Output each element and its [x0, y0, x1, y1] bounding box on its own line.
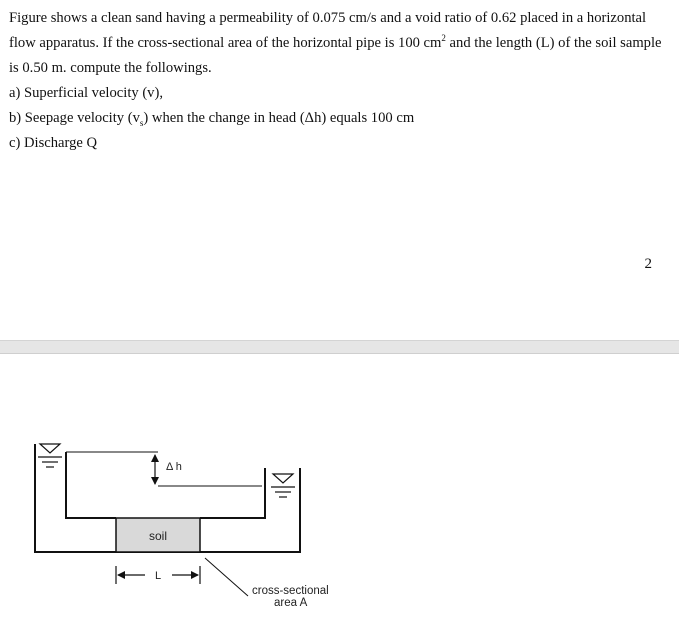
area-label-line1: cross-sectional [252, 585, 329, 597]
right-water-level-icon [271, 474, 295, 497]
area-label-line2: area A [274, 597, 308, 609]
page-separator [0, 340, 679, 354]
area-pointer-line [205, 558, 248, 596]
page-number: 2 [644, 256, 652, 272]
superscript: 2 [441, 33, 446, 44]
document-page-bottom [0, 354, 679, 642]
soil-label: soil [148, 529, 168, 543]
problem-statement: Figure shows a clean sand having a permeability of 0.075 cm/s and a void ratio of 0.62 placed in a horizontal flow apparatus. If the cross-sectional area of the horizontal pipe is 100 $cm^2$ and the length (L) of the soil sample is 0.50 m. compute the followings. [9, 10, 662, 76]
problem-text [9, 6, 664, 156]
flow-apparatus-figure [0, 354, 679, 642]
part-c: c) Discharge Q [9, 135, 98, 151]
left-water-level-icon [38, 444, 62, 467]
part-a: a) Superficial velocity (v), [9, 85, 163, 101]
length-label: L [154, 570, 162, 582]
subscript: s [139, 117, 144, 128]
delta-h-label: Δ h [166, 461, 182, 473]
part-b: b) Seepage velocity $(v_s)$ when the change in head (Δh) equals 100 cm [9, 110, 415, 128]
